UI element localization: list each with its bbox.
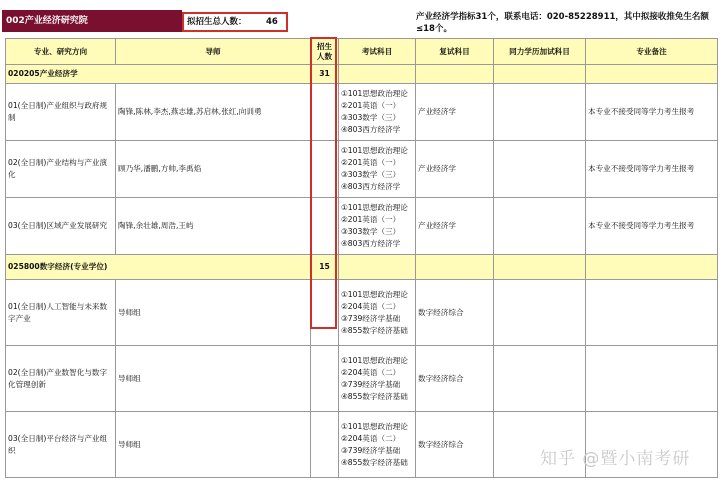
exam-item: ②201英语（一） (341, 215, 401, 224)
advisors-cell: 顾乃华,潘鹏,方帅,李禹焰 (116, 141, 311, 198)
column-header: 导师 (116, 39, 311, 65)
enrollment-note: 产业经济学指标31个，联系电话：020-85228911，其中拟接收推免生名额≤18个。 (416, 12, 709, 34)
remark-cell: 本专业不接受同等学力考生报考 (586, 84, 718, 141)
exam-item: ②204英语（二） (341, 301, 401, 311)
remark-cell (586, 280, 718, 346)
exam-item: ④855数字经济基础 (341, 457, 408, 467)
exam-item: ①101思想政治理论 (341, 421, 408, 431)
category-row (6, 65, 718, 84)
table-row (6, 198, 718, 255)
exam-item: ②204英语（二） (341, 433, 401, 443)
extra-cell (494, 280, 586, 346)
direction-cell: 02(全日制)产业数智化与数字化管理创新 (6, 346, 116, 412)
exams-cell (339, 84, 416, 141)
exams-cell (339, 280, 416, 346)
exam-item: ③739经济学基础 (341, 445, 401, 455)
remark-cell: 本专业不接受同等学力考生报考 (586, 141, 718, 198)
total-enrollment-label: 拟招生总人数： (187, 17, 247, 27)
category-name: 020205产业经济学 (6, 65, 311, 84)
exam-item: ③739经济学基础 (341, 379, 401, 389)
exams-cell (339, 141, 416, 198)
exam-item: ②201英语（一） (341, 101, 401, 110)
exam-item: ③303数学（三） (341, 170, 401, 179)
header (0, 0, 720, 38)
column-header: 同力学历加试科目 (494, 39, 586, 65)
extra-cell (494, 198, 586, 255)
category-name: 025800数字经济(专业学位) (6, 255, 311, 280)
exam-item: ①101思想政治理论 (341, 146, 408, 155)
exam-item: ④803西方经济学 (341, 125, 401, 134)
table-row (6, 280, 718, 346)
exam-item: ③303数学（三） (341, 227, 401, 236)
exam-item: ③739经济学基础 (341, 313, 401, 323)
remark-cell (586, 346, 718, 412)
retest-cell: 数字经济综合 (416, 280, 494, 346)
exam-item: ②201英语（一） (341, 158, 401, 167)
exam-item: ①101思想政治理论 (341, 355, 408, 365)
exam-item: ①101思想政治理论 (341, 203, 408, 212)
retest-cell: 产业经济学 (416, 84, 494, 141)
column-header: 专业、研究方向 (6, 39, 116, 65)
retest-cell: 产业经济学 (416, 198, 494, 255)
table-row (6, 84, 718, 141)
category-row (6, 255, 718, 280)
direction-cell: 01(全日制)人工智能与未来数字产业 (6, 280, 116, 346)
direction-cell: 03(全日制)区域产业发展研究 (6, 198, 116, 255)
advisors-cell: 陶锋,陈林,李杰,燕志雄,苏启林,张红,向训勇 (116, 84, 311, 141)
exam-item: ③303数学（三） (341, 113, 401, 122)
exam-item: ①101思想政治理论 (341, 89, 408, 98)
category-count: 15 (311, 255, 339, 280)
retest-cell: 产业经济学 (416, 141, 494, 198)
exam-item: ④855数字经济基础 (341, 325, 408, 335)
advisors-cell: 陶锋,余壮雄,周浩,王屿 (116, 198, 311, 255)
advisors-cell: 导师组 (116, 412, 311, 478)
extra-cell (494, 141, 586, 198)
exam-item: ④803西方经济学 (341, 239, 401, 248)
exam-item: ②204英语（二） (341, 367, 401, 377)
watermark: 知乎 @暨小南考研 (540, 449, 691, 469)
exams-cell (339, 346, 416, 412)
column-header: 招生人数 (311, 39, 339, 65)
total-enrollment-value: 46 (266, 17, 278, 27)
extra-cell (494, 84, 586, 141)
exams-cell (339, 198, 416, 255)
table-row (6, 141, 718, 198)
enrollment-table (5, 38, 718, 478)
remark-cell: 本专业不接受同等学力考生报考 (586, 198, 718, 255)
exam-item: ④803西方经济学 (341, 182, 401, 191)
exam-item: ①101思想政治理论 (341, 289, 408, 299)
department-title: 002产业经济研究院 (2, 10, 182, 32)
column-header: 复试科目 (416, 39, 494, 65)
column-header: 考试科目 (339, 39, 416, 65)
direction-cell: 02(全日制)产业结构与产业演化 (6, 141, 116, 198)
category-count: 31 (311, 65, 339, 84)
direction-cell: 01(全日制)产业组织与政府规制 (6, 84, 116, 141)
retest-cell: 数字经济综合 (416, 412, 494, 478)
exams-cell (339, 412, 416, 478)
advisors-cell: 导师组 (116, 280, 311, 346)
table-row (6, 346, 718, 412)
column-header: 专业备注 (586, 39, 718, 65)
total-enrollment-box (182, 12, 288, 32)
exam-item: ④855数字经济基础 (341, 391, 408, 401)
advisors-cell: 导师组 (116, 346, 311, 412)
table-header-row (6, 39, 718, 65)
retest-cell: 数字经济综合 (416, 346, 494, 412)
direction-cell: 03(全日制)平台经济与产业组织 (6, 412, 116, 478)
extra-cell (494, 346, 586, 412)
